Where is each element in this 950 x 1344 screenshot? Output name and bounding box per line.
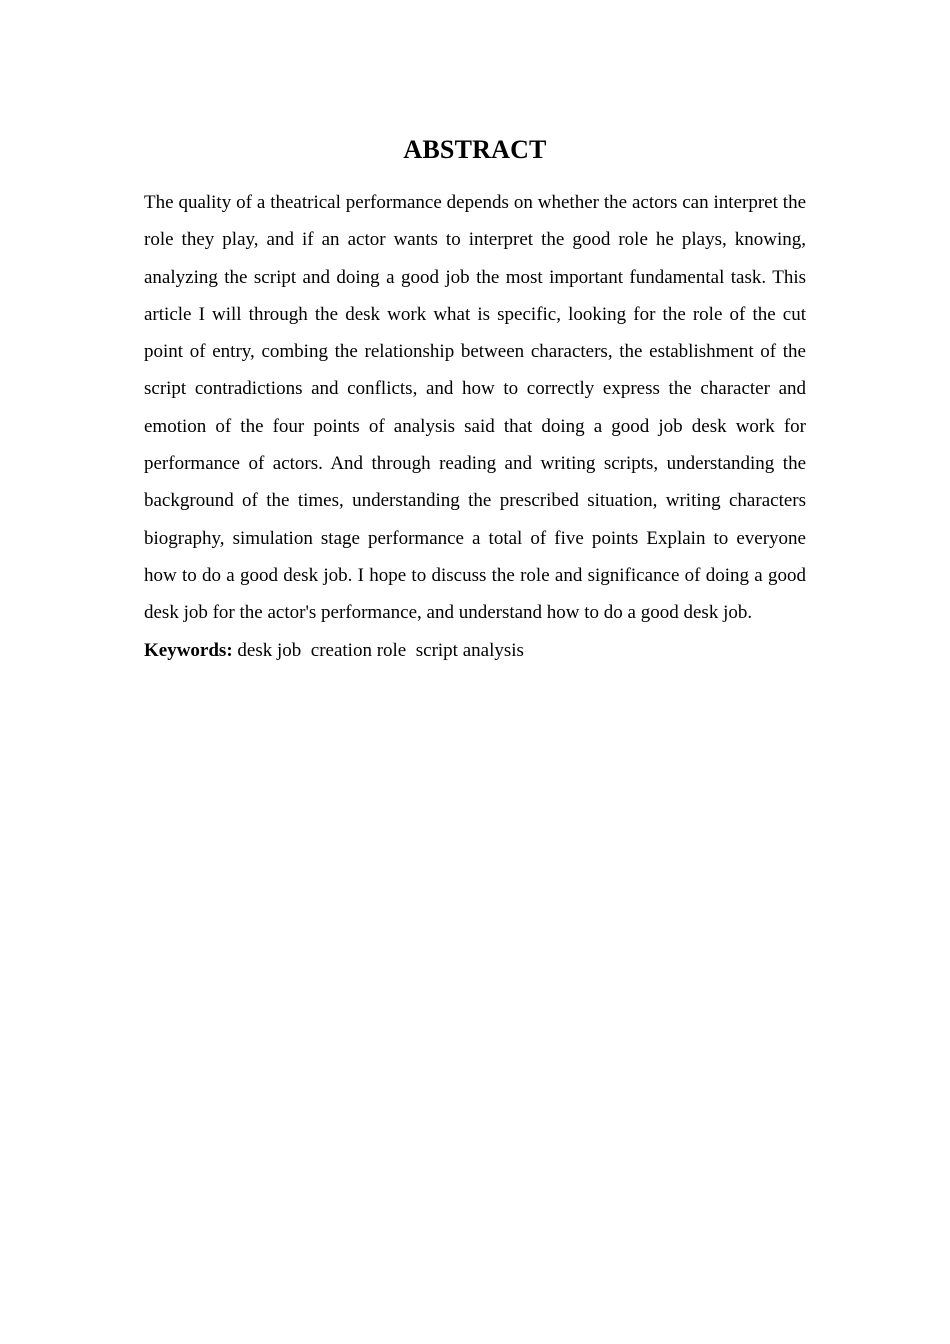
abstract-title: ABSTRACT bbox=[403, 135, 547, 164]
abstract-body: The quality of a theatrical performance depends on whether the actors can interpret the role they play, and if an actor wants to interpret the good role he plays, knowing, analyzing the script and doing a good job the most important fundamental task. This article I will through the desk work what is specific, looking for the role of the cut point of entry, combing the relationship between characters, the establishment of the script contradictions and conflicts, and how to correctly express the character and emotion of the four points of analysis said that doing a good job desk work for performance of actors. And through reading and writing scripts, understanding the background of the times, understanding the prescribed situation, writing characters biography, simulation stage performance a total of five points Explain to everyone how to do a good desk job. I hope to discuss the role and significance of doing a good desk job for the actor's performance, and understand how to do a good desk job. bbox=[144, 192, 806, 624]
keywords-line bbox=[144, 632, 806, 669]
keywords-text: desk job creation role script analysis bbox=[237, 639, 524, 661]
keywords-label: Keywords: bbox=[144, 639, 233, 661]
abstract-section bbox=[144, 132, 806, 669]
